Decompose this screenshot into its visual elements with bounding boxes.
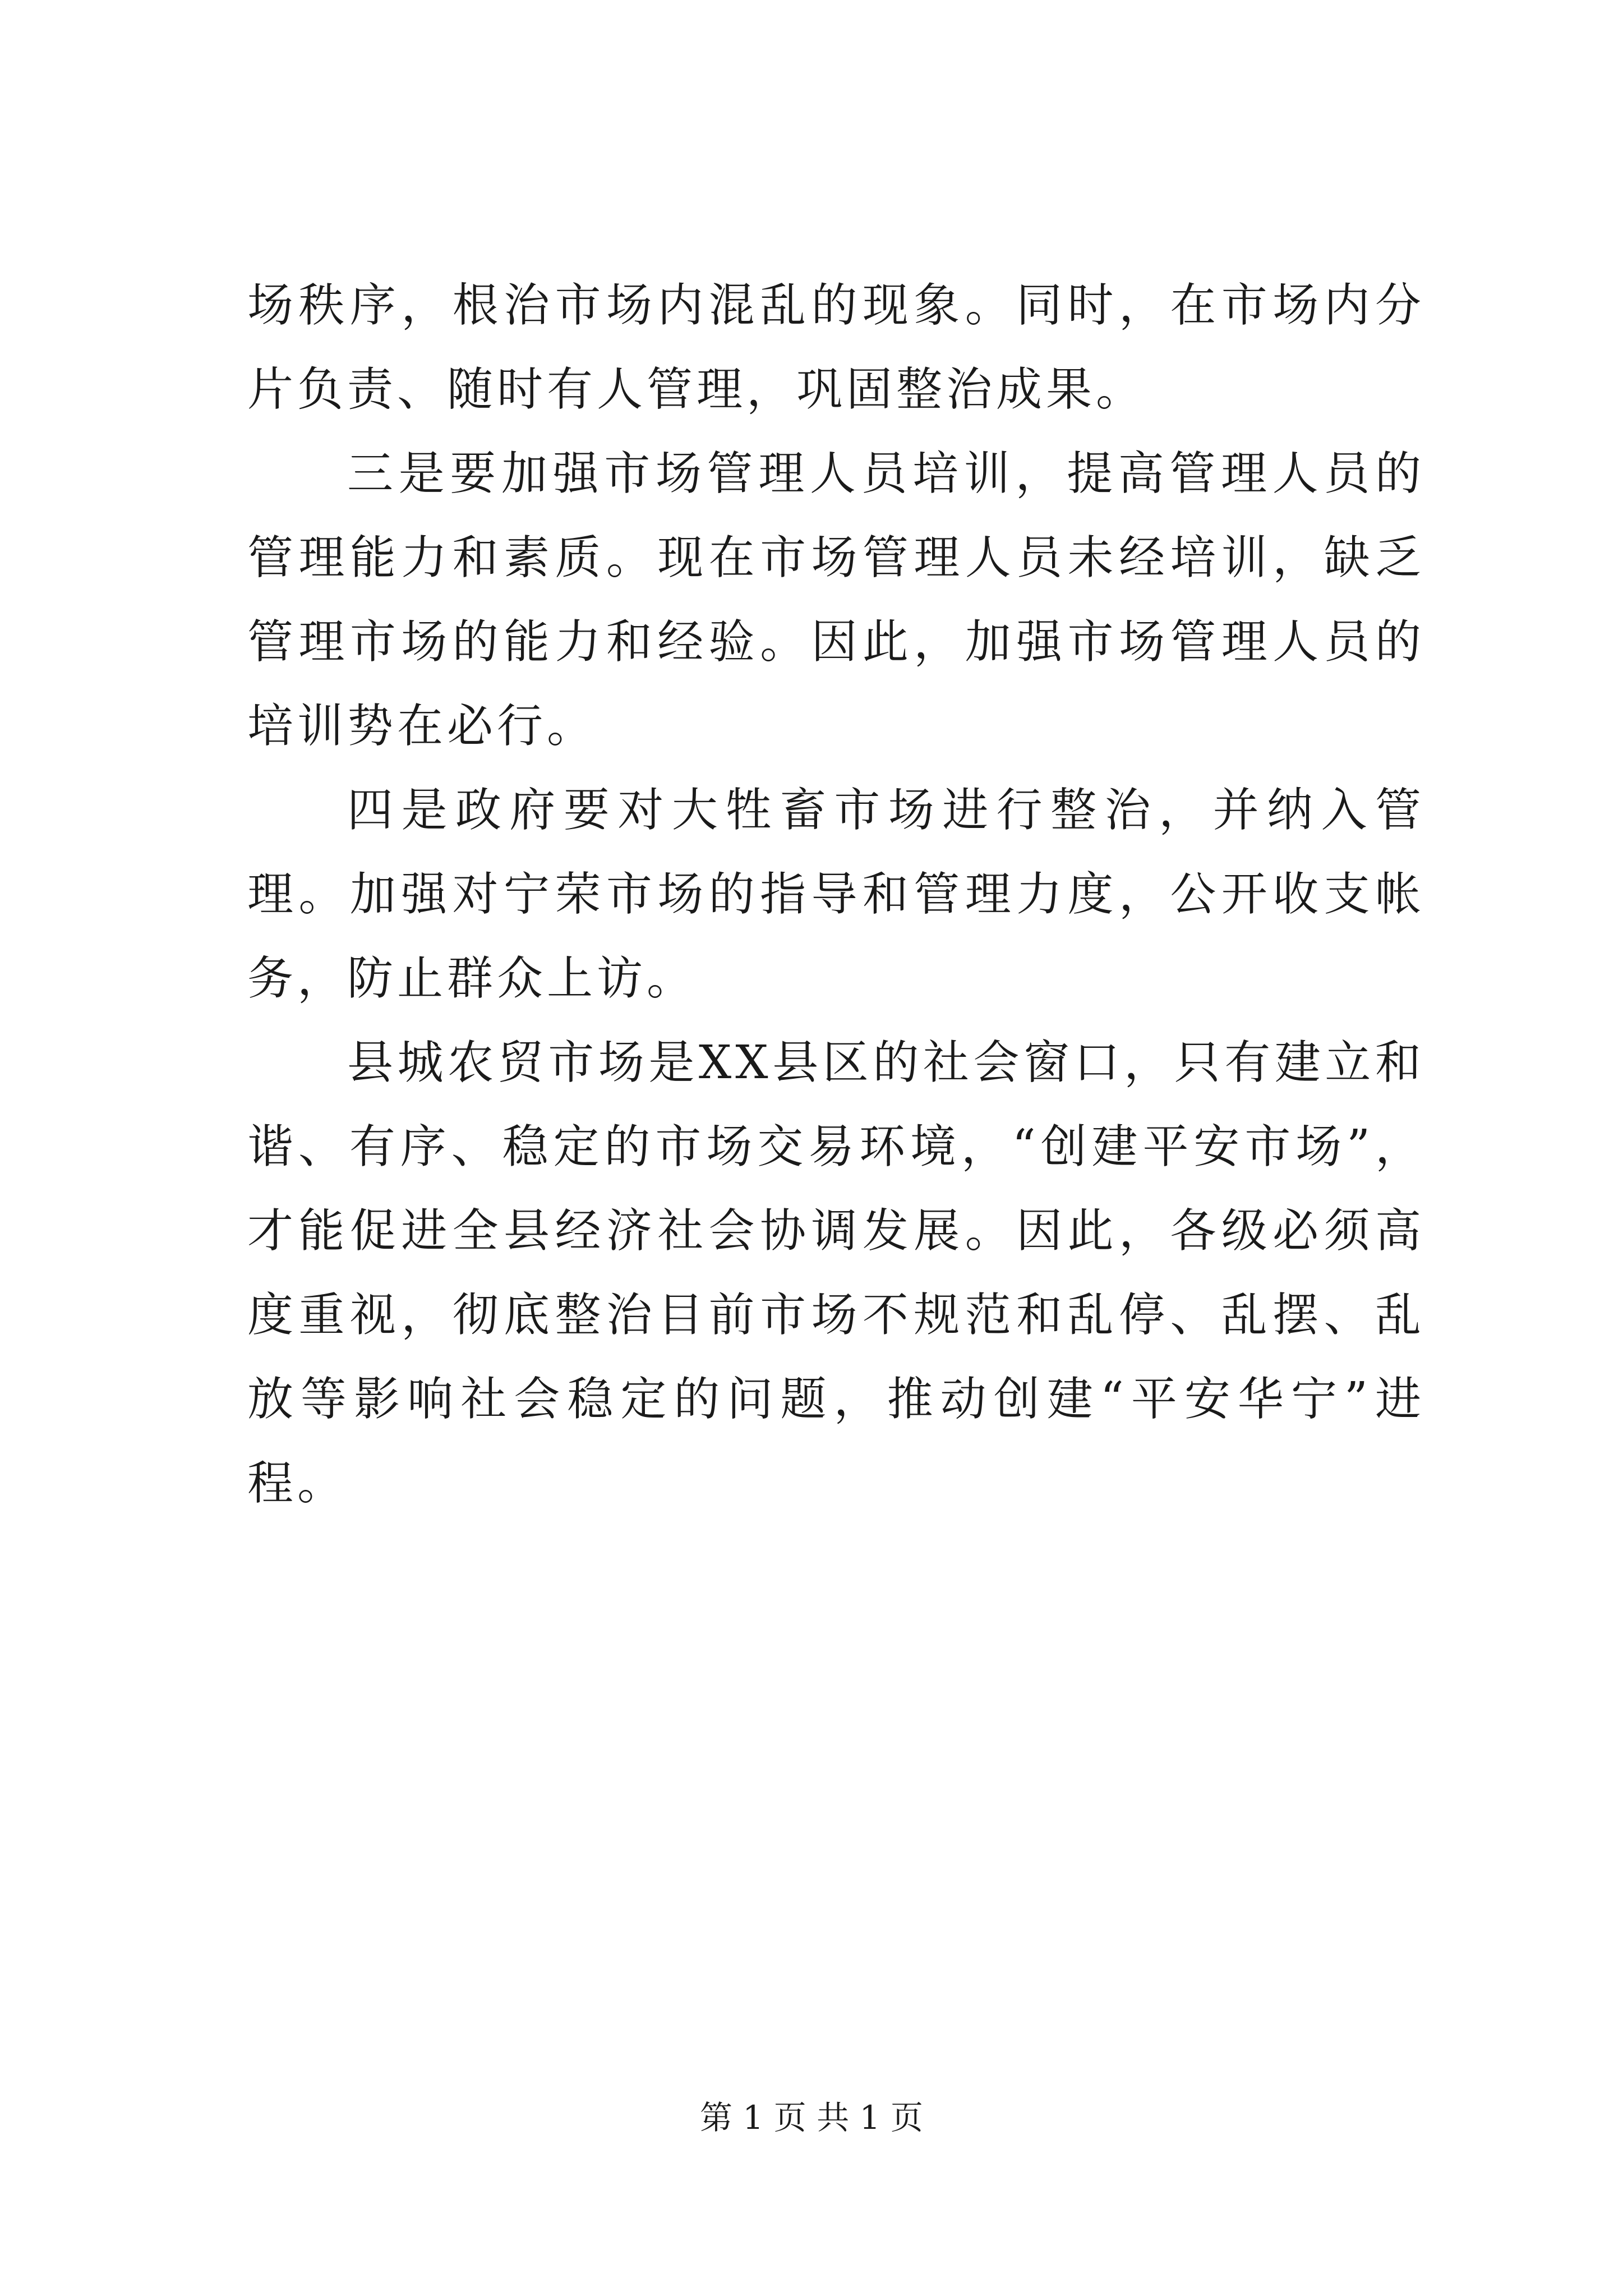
paragraph-1: 场秩序，根治市场内混乱的现象。同时，在市场内分片负责、随时有人管理，巩固整治成果。 <box>247 279 1425 416</box>
paragraph-4: 县城农贸市场是XX县区的社会窗口，只有建立和谐、有序、稳定的市场交易环境，“创建平安市场”，才能促进全县经济社会协调发展。因此，各级必须高度重视，彻底整治目前市场不规范和乱停、乱摆、乱放等影响社会稳定的问题，推动创建“平安华宁”进程。 <box>247 1036 1425 1510</box>
page-footer <box>0 2095 1623 2140</box>
paragraph-3: 四是政府要对大牲畜市场进行整治，并纳入管理。加强对宁荣市场的指导和管理力度，公开收支帐务，防止群众上访。 <box>247 784 1425 1005</box>
paragraph-2: 三是要加强市场管理人员培训，提高管理人员的管理能力和素质。现在市场管理人员未经培训，缺乏管理市场的能力和经验。因此，加强市场管理人员的培训势在必行。 <box>247 447 1425 753</box>
page-number-label: 第 1 页 共 1 页 <box>700 2099 923 2137</box>
document-body <box>247 264 1425 1526</box>
